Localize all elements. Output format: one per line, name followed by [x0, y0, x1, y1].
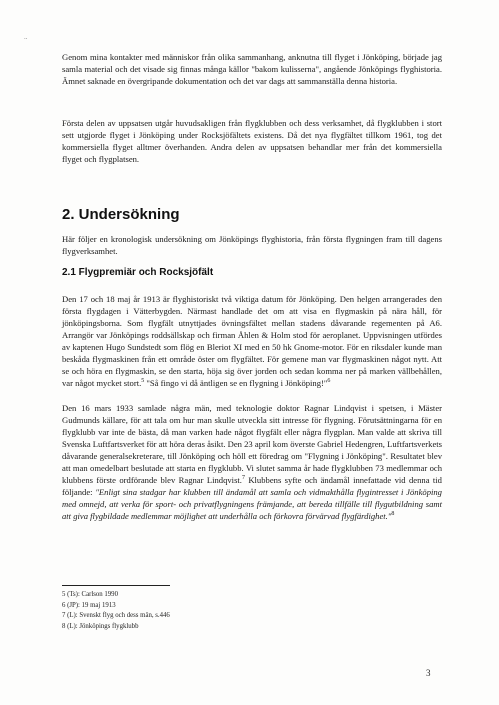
- paragraph-flying-club: [62, 402, 442, 522]
- margin-speck: ..: [24, 33, 28, 41]
- footnote-ref: 6: [327, 378, 331, 385]
- quote-text: "Så fingo vi då äntligen se en flygning i Jönköping!": [144, 378, 328, 388]
- paragraph-section-intro: Här följer en kronologisk undersökning om Jönköpings flyghistoria, från första flygningen fram till dagens flygverksamhet.: [62, 234, 442, 256]
- paragraph-text: Den 17 och 18 maj år 1913 är flyghistoriskt två viktiga datum för Jönköping. Den helgen arrangerades den första flygdagen i Vätterbygden. Närmast handlade det om att visa en flygmaskin på nära håll, för jönköpingsborna. Som flygfält utnyttjades övningsfältet mellan stadens dåvarande regementen på A6. Arrangör var Jönköpings roddsällskap och firman Åhlen & Holm stod för aeroplanet. Uppvisningen utfördes av kaptenen Hugo Sundstedt som flög en Bleriot XI med en 50 hk Gnome-motor. För en riksdaler kunde man beskåda flygmaskinen från ett område öster om flygfältet. För gemene man var flygmaskinen något nytt. Att se och höra en flygmaskin, se den starta, höja sig över jorden och sedan komma ner på marken vällbehållen, var något mycket stort.: [62, 294, 442, 388]
- subsection-heading: 2.1 Flygpremiär och Rocksjöfält: [62, 267, 214, 278]
- section-heading: 2. Undersökning: [62, 206, 180, 223]
- paragraph-text: Klubbens syfte och ändamål innefattade vid denna tid följande:: [62, 475, 442, 497]
- footnote-ref: 7: [241, 475, 245, 482]
- footnotes: [62, 590, 170, 632]
- footnote-divider: [62, 585, 170, 586]
- statute-quote: "Enligt sina stadgar har klubben till ändamål att samla och vidmakthålla flygintresset i Jönköping med omnejd, att verka för sport- och privatflygningens främjande, att bereda tillfälle till flygutbildning samt att giva flygbildade medlemmar möjlighet att underhålla och förkovra förvärvad flygfärdighet.": [62, 487, 442, 521]
- paragraph-intro: Genom mina kontakter med människor från olika sammanhang, anknutna till flyget i Jönköping, började jag samla material och det visade sig finnas många källor "bakom kulisserna", angående Jönköpings flyghistoria. Ämnet saknade en övergripande dokumentation och det var dags att sammanställa denna historia.: [62, 52, 442, 86]
- paragraph-outline: Första delen av uppsatsen utgår huvudsakligen från flygklubben och dess verksamhet, då flygklubben i stort sett utgjorde flyget i Jönköping under Rocksjöfältets existens. Då det nya flygfältet tillkom 1961, tog det kommersiella flyget alltmer överhanden. Andra delen av uppsatsen behandlar mer från det kommersiella flyget och flygplatsen.: [62, 118, 442, 164]
- paragraph-flight-premiere: [62, 293, 442, 389]
- footnote-ref: 5: [141, 378, 145, 385]
- footnote: 7 (L): Svenskt flyg och dess män, s.446: [62, 612, 170, 619]
- paragraph-text: Den 16 mars 1933 samlade några män, med teknologie doktor Ragnar Lindqvist i spetsen, i Mäster Gudmunds källare, för att tala om hur man skulle utveckla sitt intresse för flygning. Förutsättningarna för en flygklubb var inte de bästa, då man varken hade något flygfält eller några flygplan. Man valde att skriva till Svenska Luftfartsverket för att höra deras åsikt. Den 23 april kom överste Gabriel Hedengren, Luftfartsverkets dåvarande generalsekreterare, till Jönköping och höll ett föredrag om "Flygning i Jönköping". Resultatet blev att man omedelbart beslutade att starta en flygklubb. Vi slutet samma år hade flygklubben 73 medlemmar och klubbens förste ordförande blev Ragnar Lindqvist.: [62, 403, 442, 485]
- footnote-ref: 8: [391, 511, 395, 518]
- footnote: 6 (JP): 19 maj 1913: [62, 601, 116, 609]
- footnote: 5 (Ts): Carlson 1990: [62, 591, 118, 598]
- footnote: 8 (L): Jönköpings flygklubb: [62, 622, 139, 630]
- page-number: 3: [426, 668, 431, 678]
